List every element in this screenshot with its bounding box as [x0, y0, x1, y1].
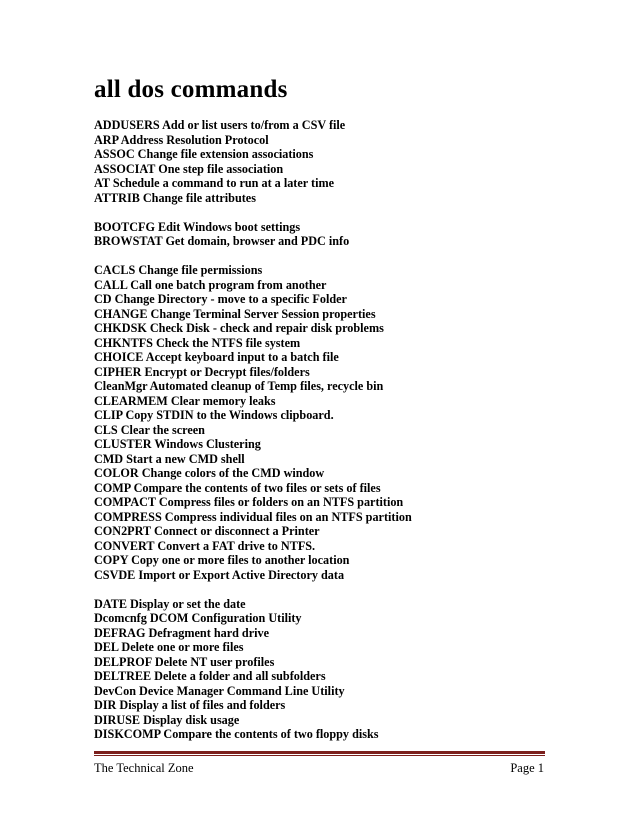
command-line: CD Change Directory - move to a specific Folder — [94, 292, 347, 306]
command-line: ARP Address Resolution Protocol — [94, 132, 269, 147]
command-line: BROWSTAT Get domain, browser and PDC info — [94, 234, 350, 248]
footer-site-name: The Technical Zone — [94, 761, 194, 775]
command-line: DELPROF Delete NT user profiles — [94, 654, 275, 669]
command-line: CIPHER Encrypt or Decrypt files/folders — [94, 364, 310, 379]
command-line: DEL Delete one or more files — [94, 640, 244, 654]
command-line: DELTREE Delete a folder and all subfolders — [94, 669, 326, 683]
command-line: CleanMgr Automated cleanup of Temp files, recycle bin — [94, 379, 384, 393]
command-line: Dcomcnfg DCOM Configuration Utility — [94, 611, 302, 625]
command-line: CSVDE Import or Export Active Directory data — [94, 567, 345, 582]
command-line: CACLS Change file permissions — [94, 263, 263, 277]
command-line: CHOICE Accept keyboard input to a batch file — [94, 350, 339, 364]
command-line: COMPACT Compress files or folders on an NTFS partition — [94, 495, 404, 509]
command-line: CLIP Copy STDIN to the Windows clipboard. — [94, 408, 334, 422]
command-line: AT Schedule a command to run at a later time — [94, 176, 335, 190]
command-line: CON2PRT Connect or disconnect a Printer — [94, 524, 320, 538]
command-line: DISKCOMP Compare the contents of two floppy disks — [94, 727, 379, 741]
command-line: CHANGE Change Terminal Server Session properties — [94, 306, 376, 321]
command-line: DEFRAG Defragment hard drive — [94, 625, 269, 640]
command-group-a — [94, 118, 554, 205]
command-line: CMD Start a new CMD shell — [94, 451, 245, 466]
command-line: CHKNTFS Check the NTFS file system — [94, 335, 301, 350]
command-line: CHKDSK Check Disk - check and repair disk problems — [94, 321, 384, 335]
footer-divider-thin — [94, 755, 545, 756]
command-line: COLOR Change colors of the CMD window — [94, 466, 325, 480]
command-line: ASSOCIAT One step file association — [94, 161, 284, 176]
command-line: CLEARMEM Clear memory leaks — [94, 393, 276, 408]
page-title: all dos commands — [94, 76, 288, 103]
command-line: CONVERT Convert a FAT drive to NTFS. — [94, 538, 316, 553]
command-group-c — [94, 263, 554, 582]
command-line: CLS Clear the screen — [94, 422, 205, 437]
command-line: BOOTCFG Edit Windows boot settings — [94, 219, 301, 234]
command-line: ASSOC Change file extension associations — [94, 147, 314, 161]
command-line: COPY Copy one or more files to another location — [94, 553, 350, 567]
footer-divider-thick — [94, 751, 545, 754]
command-line: CLUSTER Windows Clustering — [94, 437, 261, 451]
command-line: CALL Call one batch program from another — [94, 277, 327, 292]
command-line: COMP Compare the contents of two files or sets of files — [94, 480, 381, 495]
command-group-b — [94, 220, 554, 249]
footer-page-number: Page 1 — [510, 761, 544, 775]
command-list — [94, 118, 554, 756]
command-line: DIR Display a list of files and folders — [94, 698, 286, 712]
command-line: ADDUSERS Add or list users to/from a CSV file — [94, 118, 346, 132]
command-line: DIRUSE Display disk usage — [94, 712, 240, 727]
command-line: COMPRESS Compress individual files on an NTFS partition — [94, 509, 412, 524]
command-group-d — [94, 597, 554, 742]
command-line: DATE Display or set the date — [94, 596, 246, 611]
command-line: DevCon Device Manager Command Line Utility — [94, 683, 345, 698]
command-line: ATTRIB Change file attributes — [94, 190, 256, 205]
